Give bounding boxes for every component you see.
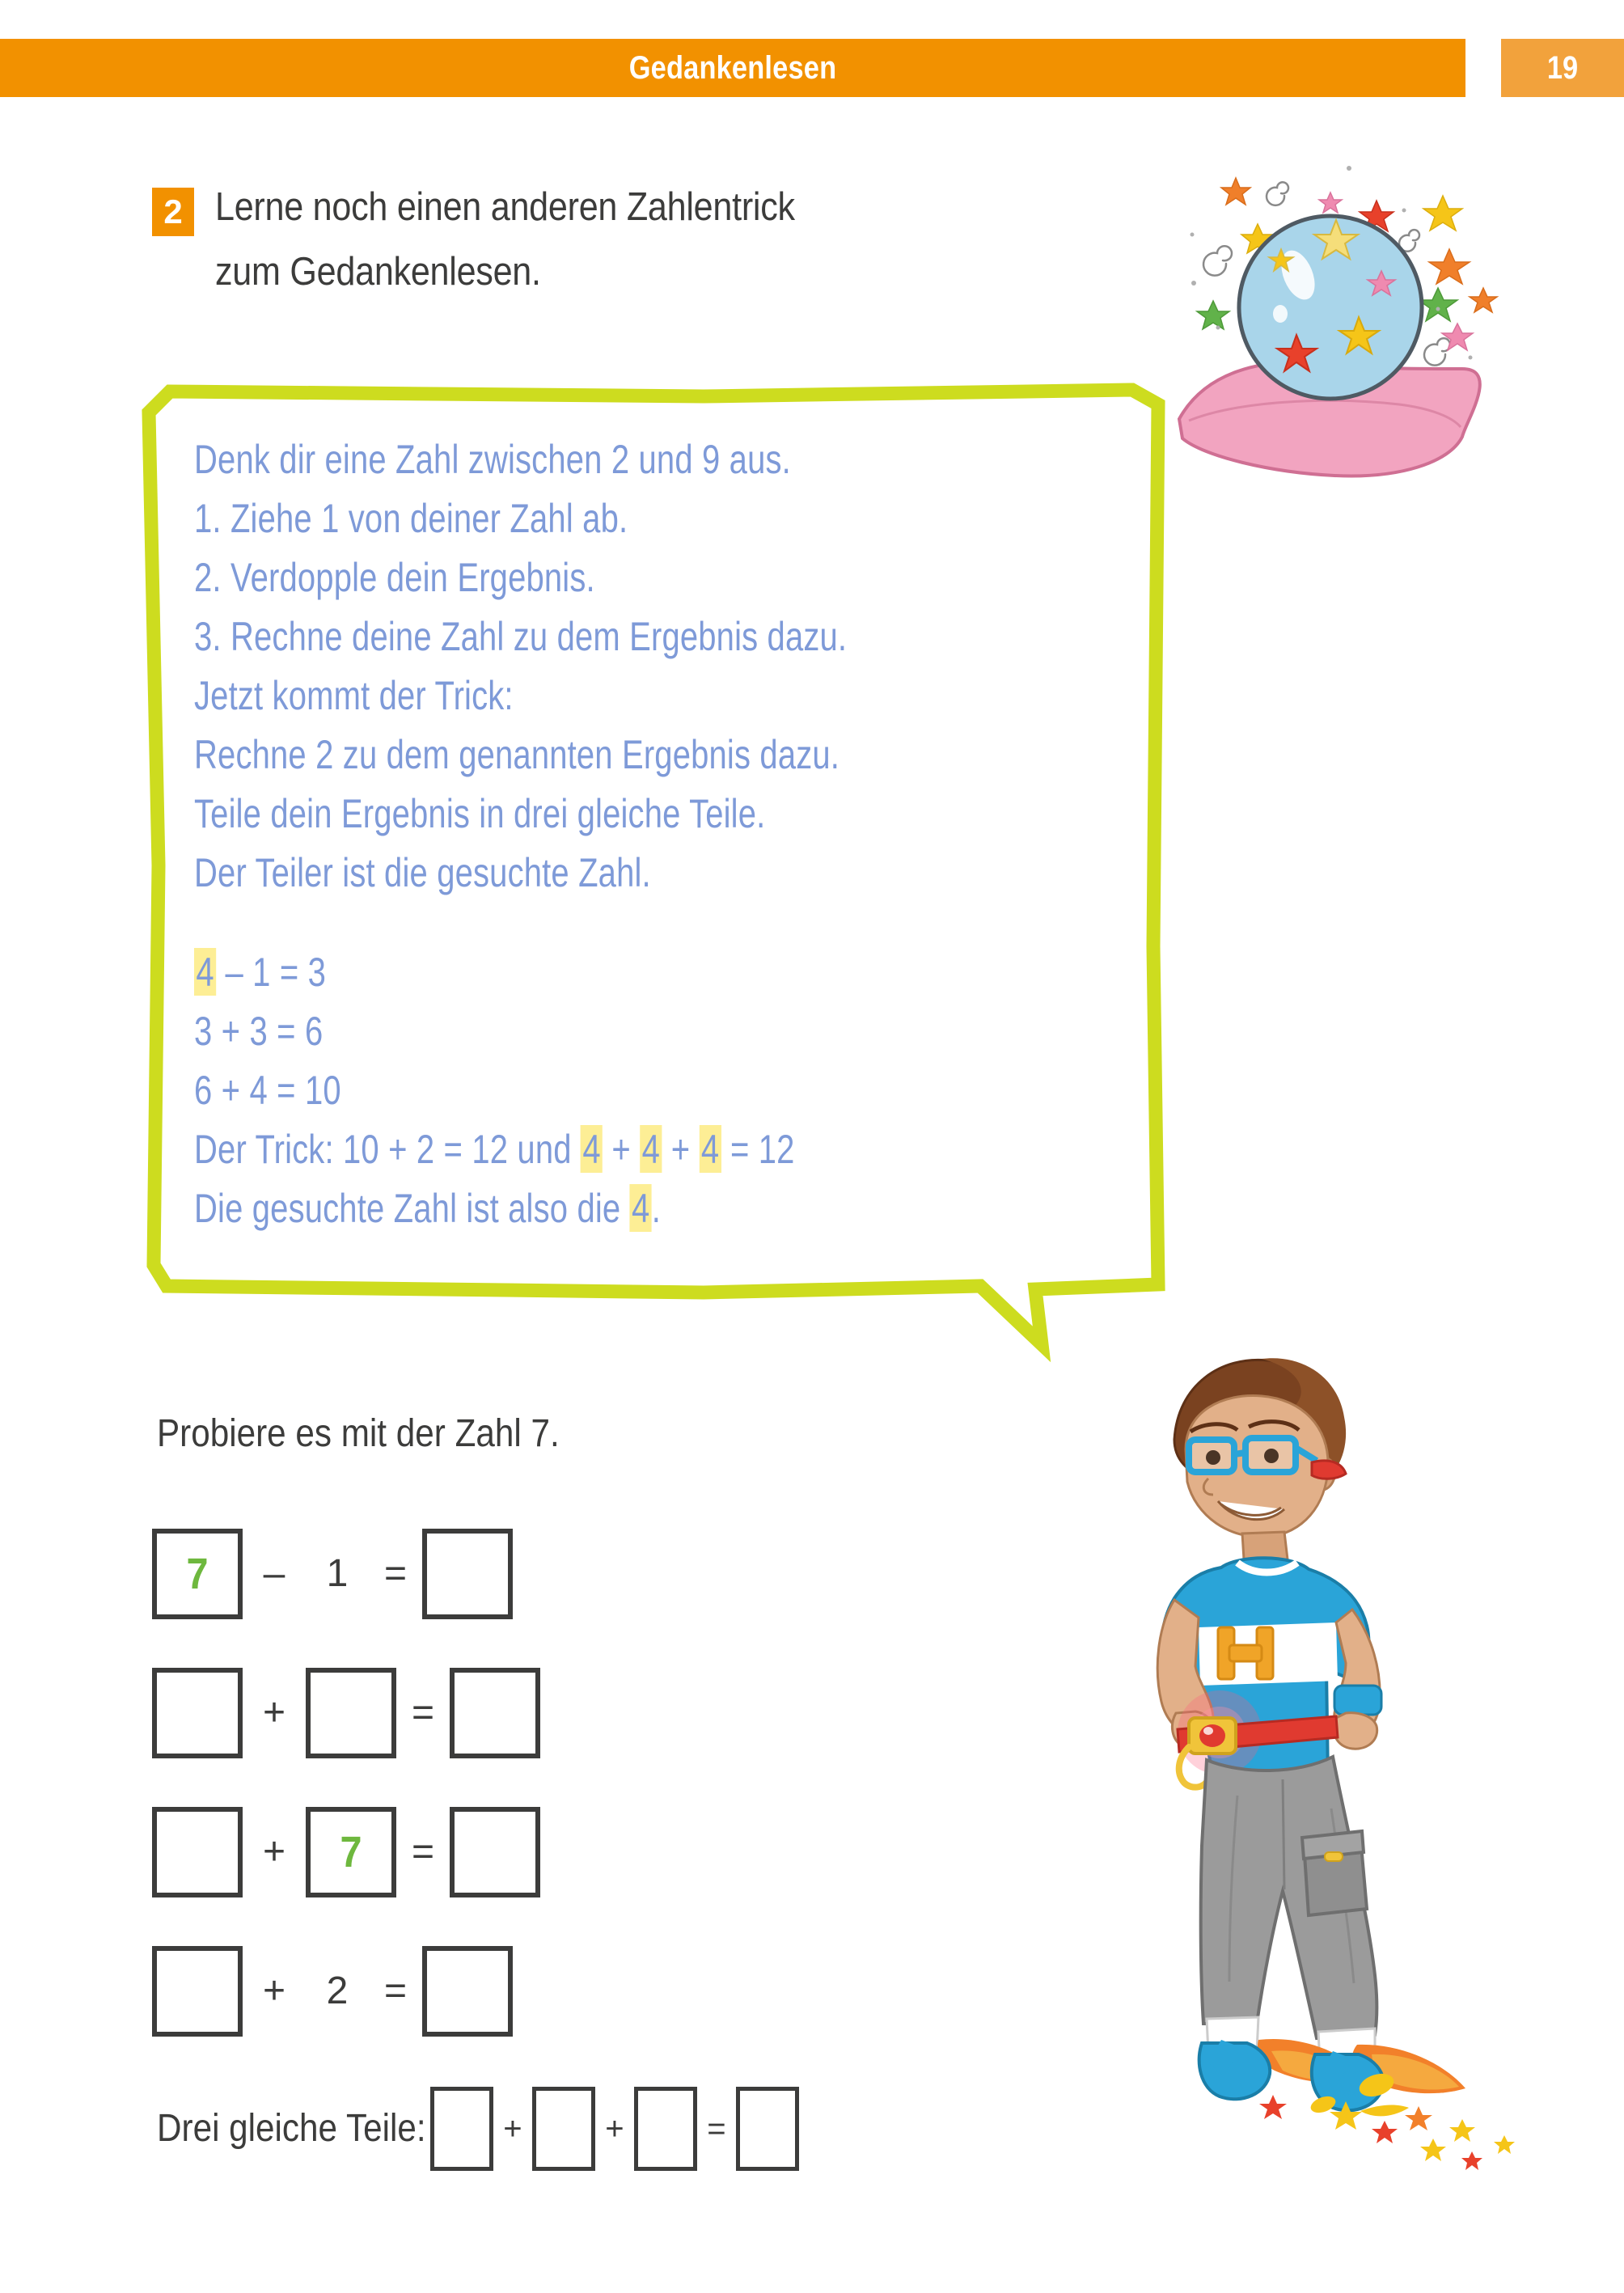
final-operator-1: + bbox=[503, 2111, 522, 2147]
operand-row4-b: 2 bbox=[326, 1969, 349, 2012]
task-instruction-line-1: Lerne noch einen anderen Zahlentrick bbox=[215, 185, 795, 229]
boy-illustration bbox=[1100, 1343, 1601, 2200]
answer-box-row2-c[interactable] bbox=[450, 1668, 540, 1758]
page-number-box bbox=[1501, 39, 1624, 97]
page-header-bar bbox=[0, 39, 1465, 97]
bubble-line-2: 2. Verdopple dein Ergebnis. bbox=[194, 555, 595, 600]
bubble-line-6: Teile dein Ergebnis in drei gleiche Teile. bbox=[194, 791, 766, 836]
example-line-4-pre: Der Trick: 10 + 2 = 12 und bbox=[194, 1127, 581, 1172]
final-operator-2: + bbox=[605, 2111, 624, 2147]
final-box-2[interactable] bbox=[532, 2087, 595, 2171]
page-number: 19 bbox=[1546, 50, 1579, 86]
operator-minus: – bbox=[263, 1552, 285, 1595]
equals-sign: = bbox=[383, 1969, 408, 2012]
equals-sign: = bbox=[411, 1691, 435, 1734]
equals-sign: = bbox=[383, 1552, 408, 1595]
bubble-line-5: Rechne 2 zu dem genannten Ergebnis dazu. bbox=[194, 732, 840, 777]
exercise-intro: Probiere es mit der Zahl 7. bbox=[157, 1412, 560, 1455]
final-sum-label: Drei gleiche Teile: bbox=[157, 2107, 426, 2150]
highlight-number: 4 bbox=[194, 948, 216, 996]
example-line-1 bbox=[194, 943, 1016, 1002]
exercise-row bbox=[152, 1943, 540, 2040]
highlight-number: 4 bbox=[630, 1184, 652, 1232]
answer-box-row4-a[interactable] bbox=[152, 1946, 243, 2037]
page-title: Gedankenlesen bbox=[628, 50, 837, 86]
highlight-number: 4 bbox=[581, 1125, 603, 1173]
highlight-number: 4 bbox=[640, 1125, 662, 1173]
example-line-2: 3 + 3 = 6 bbox=[194, 1009, 324, 1054]
example-line-4 bbox=[194, 1120, 1016, 1179]
operand-row1-b: 1 bbox=[326, 1552, 349, 1595]
example-line-3: 6 + 4 = 10 bbox=[194, 1068, 341, 1113]
equals-sign: = bbox=[411, 1830, 435, 1873]
example-line-4-post: = 12 bbox=[721, 1127, 795, 1172]
final-box-3[interactable] bbox=[634, 2087, 697, 2171]
bubble-line-3: 3. Rechne deine Zahl zu dem Ergebnis dazu. bbox=[194, 614, 848, 659]
answer-box-row3-a[interactable] bbox=[152, 1807, 243, 1897]
example-line-4-mid-1: + bbox=[603, 1127, 641, 1172]
example-line-5-pre: Die gesuchte Zahl ist also die bbox=[194, 1186, 630, 1231]
answer-box-row2-a[interactable] bbox=[152, 1668, 243, 1758]
example-line-5-post: . bbox=[651, 1186, 662, 1231]
exercise-grid bbox=[152, 1525, 540, 2082]
answer-box-row3-c[interactable] bbox=[450, 1807, 540, 1897]
answer-box-row1-c[interactable] bbox=[422, 1529, 513, 1619]
final-box-result[interactable] bbox=[736, 2087, 799, 2171]
given-value: 7 bbox=[340, 1828, 362, 1876]
speech-bubble bbox=[137, 380, 1245, 1367]
speech-bubble-text bbox=[194, 430, 1016, 1238]
task-instruction-line-2: zum Gedankenlesen. bbox=[215, 250, 541, 294]
answer-box-row4-c[interactable] bbox=[422, 1946, 513, 2037]
bubble-line-4: Jetzt kommt der Trick: bbox=[194, 673, 514, 718]
task-number-badge: 2 bbox=[152, 188, 194, 236]
exercise-row bbox=[152, 1804, 540, 1901]
final-box-1[interactable] bbox=[430, 2087, 493, 2171]
answer-box-row1-a[interactable] bbox=[152, 1529, 243, 1619]
example-line-1-rest: – 1 = 3 bbox=[216, 950, 327, 995]
example-line-5 bbox=[194, 1179, 1016, 1238]
operator-plus: + bbox=[262, 1691, 286, 1734]
bubble-spacer bbox=[194, 903, 1016, 943]
final-sum-row bbox=[157, 2087, 799, 2171]
given-value: 7 bbox=[186, 1550, 209, 1598]
operator-plus: + bbox=[262, 1830, 286, 1873]
bubble-line-1: 1. Ziehe 1 von deiner Zahl ab. bbox=[194, 496, 628, 541]
bubble-line-0: Denk dir eine Zahl zwischen 2 und 9 aus. bbox=[194, 437, 791, 482]
operator-plus: + bbox=[262, 1969, 286, 2012]
task-instruction bbox=[215, 175, 1069, 304]
highlight-number: 4 bbox=[700, 1125, 721, 1173]
answer-box-row3-b[interactable] bbox=[306, 1807, 396, 1897]
bubble-line-7: Der Teiler ist die gesuchte Zahl. bbox=[194, 850, 651, 895]
exercise-row bbox=[152, 1665, 540, 1762]
final-equals-sign: = bbox=[707, 2111, 726, 2147]
exercise-row bbox=[152, 1525, 540, 1622]
answer-box-row2-b[interactable] bbox=[306, 1668, 396, 1758]
example-line-4-mid-2: + bbox=[662, 1127, 700, 1172]
